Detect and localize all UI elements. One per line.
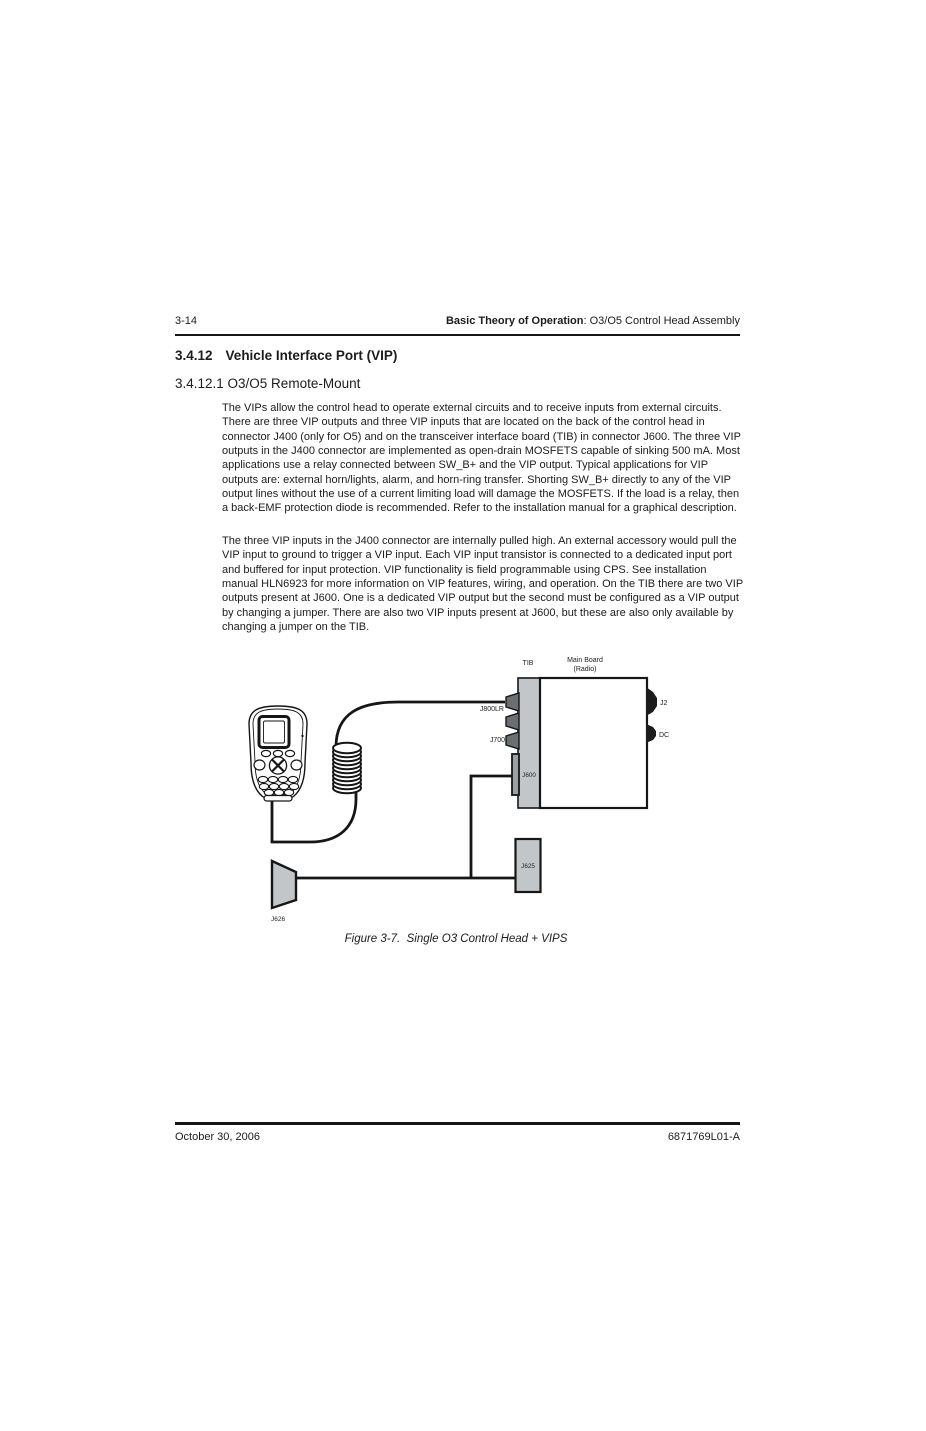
label-main-board-radio: (Radio)	[573, 666, 597, 673]
subsection-heading: 3.4.12.1 O3/O5 Remote-Mount	[175, 376, 361, 391]
label-tib: TIB	[522, 660, 534, 667]
figure-caption: Figure 3-7. Single O3 Control Head + VIPS	[344, 933, 568, 945]
header-title	[446, 315, 740, 327]
paragraph-vip-outputs: The VIPs allow the control head to operate external circuits and to receive inputs from external circuits. There are three VIP outputs and three VIP inputs that are located on the back of the control head in connector J400 (only for O5) and on the transceiver interface board (TIB) in connector J600. The three VIP outputs in the J400 connector are implemented as open-drain MOSFETS capable of sinking 500 mA. Most applications use a relay connected between SW_B+ and the VIP output. Typical applications for VIP outputs are: external horn/lights, alarm, and horn-ring transfer. Shorting SW_B+ directly to any of the VIP output lines without the use of a current limiting load will damage the MOSFETS. If the load is a relay, then a back-EMF protection diode is recommended. Refer to the installation manual for a graphical description.	[222, 402, 741, 515]
tib-board	[518, 678, 540, 808]
label-j800lr: J800LR	[479, 706, 504, 713]
footer-date: October 30, 2006	[175, 1131, 261, 1143]
connector-j600	[512, 754, 519, 795]
figure-diagram	[230, 645, 700, 935]
header-rule	[175, 334, 740, 336]
paragraph-vip-inputs: The three VIP inputs in the J400 connector are internally pulled high. An external accessory would pull the VIP input to ground to trigger a VIP input. Each VIP input transistor is connected to a dedicated input port and buffered for input protection. VIP functionality is field programmable using CPS. See installation manual HLN6923 for more information on VIP features, wiring, and operation. On the TIB there are two VIP outputs present at J600. One is a dedicated VIP output but the second must be configured as a VIP output by changing a jumper. There are also two VIP inputs present at J600, but these are also only available by changing a jumper on the TIB.	[222, 535, 743, 634]
connector-j800lr-top	[506, 693, 519, 711]
label-j626: J626	[271, 916, 286, 923]
label-j700: J700	[489, 737, 505, 744]
wire-j600-branch	[471, 776, 513, 877]
header-title-bold: Basic Theory of Operation	[445, 315, 584, 327]
connector-j800lr-bottom	[506, 713, 519, 730]
section-title: Vehicle Interface Port (VIP)	[225, 348, 398, 363]
wire-speaker-and-j600	[297, 776, 516, 878]
header-page-number: 3-14	[175, 315, 198, 327]
footer-doc-number: 6871769L01-A	[667, 1131, 740, 1143]
footer-rule	[175, 1122, 740, 1125]
control-head-softkeys	[261, 750, 294, 756]
control-head	[249, 706, 307, 801]
connector-j700	[506, 732, 519, 749]
control-head-keypad	[258, 776, 298, 795]
section-heading	[175, 348, 397, 363]
header-title-rest: : O3/O5 Control Head Assembly	[583, 315, 740, 327]
main-board	[540, 678, 647, 808]
label-j600: J600	[522, 772, 536, 779]
connector-dc	[646, 724, 656, 743]
section-number: 3.4.12	[175, 348, 213, 363]
coiled-cord	[333, 743, 361, 793]
control-head-base	[264, 796, 292, 802]
connector-j2	[646, 687, 657, 716]
label-j2: J2	[660, 700, 668, 707]
speaker	[272, 861, 296, 908]
label-dc: DC	[659, 732, 670, 739]
label-main-board: Main Board	[567, 657, 603, 664]
label-j625: J625	[521, 863, 535, 870]
